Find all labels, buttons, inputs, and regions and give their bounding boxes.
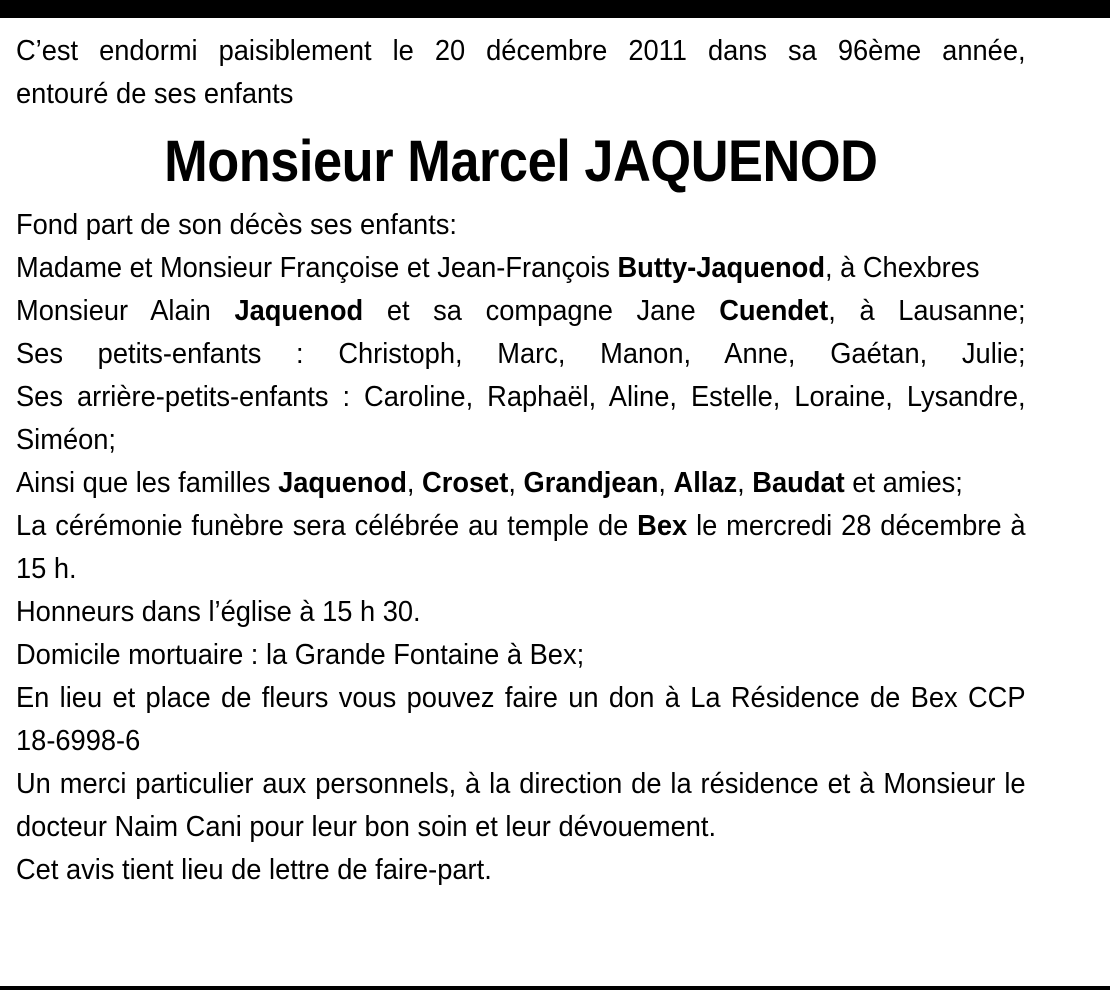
- ceremony: [16, 505, 1026, 591]
- closing: Cet avis tient lieu de lettre de faire-part.: [16, 854, 492, 886]
- ceremony-place: Bex: [637, 510, 688, 542]
- thanks: Un merci particulier aux personnels, à la direction de la résidence et à Monsieur le docteur Naim Cani pour leur bon soin et leur dévouement.: [16, 768, 1026, 843]
- donation: En lieu et place de fleurs vous pouvez faire un don à La Résidence de Bex CCP 18-6998-6: [16, 682, 1026, 757]
- family-name: Jaquenod: [278, 467, 407, 499]
- child-2-surname: Jaquenod: [234, 295, 364, 327]
- family-name: Baudat: [752, 467, 845, 499]
- child-2-text-3: , à Lausanne;: [828, 295, 1026, 327]
- announce-line: Fond part de son décès ses enfants:: [16, 209, 457, 241]
- families-suffix: et amies;: [844, 467, 963, 499]
- family-separator: ,: [406, 467, 423, 499]
- family-separator: ,: [658, 467, 674, 499]
- notice-body: [16, 30, 1026, 892]
- top-border: [0, 0, 1110, 18]
- child-1: [16, 247, 1026, 290]
- intro-line-2: entouré de ses enfants: [16, 78, 294, 110]
- deceased-name: Monsieur Marcel JAQUENOD: [164, 129, 878, 194]
- families-prefix: Ainsi que les familles: [16, 467, 279, 499]
- honours: Honneurs dans l’église à 15 h 30.: [16, 596, 421, 628]
- bottom-border: [0, 986, 1110, 990]
- child-2-text-2: et sa compagne Jane: [363, 295, 720, 327]
- grandchildren: Ses petits-enfants : Christoph, Marc, Manon, Anne, Gaétan, Julie;: [16, 338, 1026, 370]
- family-name: Croset: [422, 467, 509, 499]
- child-2: [16, 290, 1026, 333]
- child-2-text-1: Monsieur Alain: [16, 295, 235, 327]
- partner-surname: Cuendet: [719, 295, 829, 327]
- family-name: Grandjean: [523, 467, 659, 499]
- family-separator: ,: [508, 467, 524, 499]
- child-1-prefix: Madame et Monsieur Françoise et Jean-François: [16, 252, 618, 284]
- child-1-suffix: , à Chexbres: [824, 252, 980, 284]
- ceremony-prefix: La cérémonie funèbre sera célébrée au temple de: [16, 510, 638, 542]
- child-1-surname: Butty-Jaquenod: [617, 252, 825, 284]
- family-name: Allaz: [673, 467, 738, 499]
- intro-line-1: C’est endormi paisiblement le 20 décembre 2011 dans sa 96ème année,: [16, 35, 1026, 67]
- families: [16, 462, 1026, 505]
- family-separator: ,: [737, 467, 753, 499]
- ceremony-suffix: le mercredi 28 décembre à 15 h.: [16, 510, 1026, 585]
- great-grandchildren: Ses arrière-petits-enfants : Caroline, Raphaël, Aline, Estelle, Loraine, Lysandre, Siméon;: [16, 381, 1026, 456]
- domicile: Domicile mortuaire : la Grande Fontaine à Bex;: [16, 639, 585, 671]
